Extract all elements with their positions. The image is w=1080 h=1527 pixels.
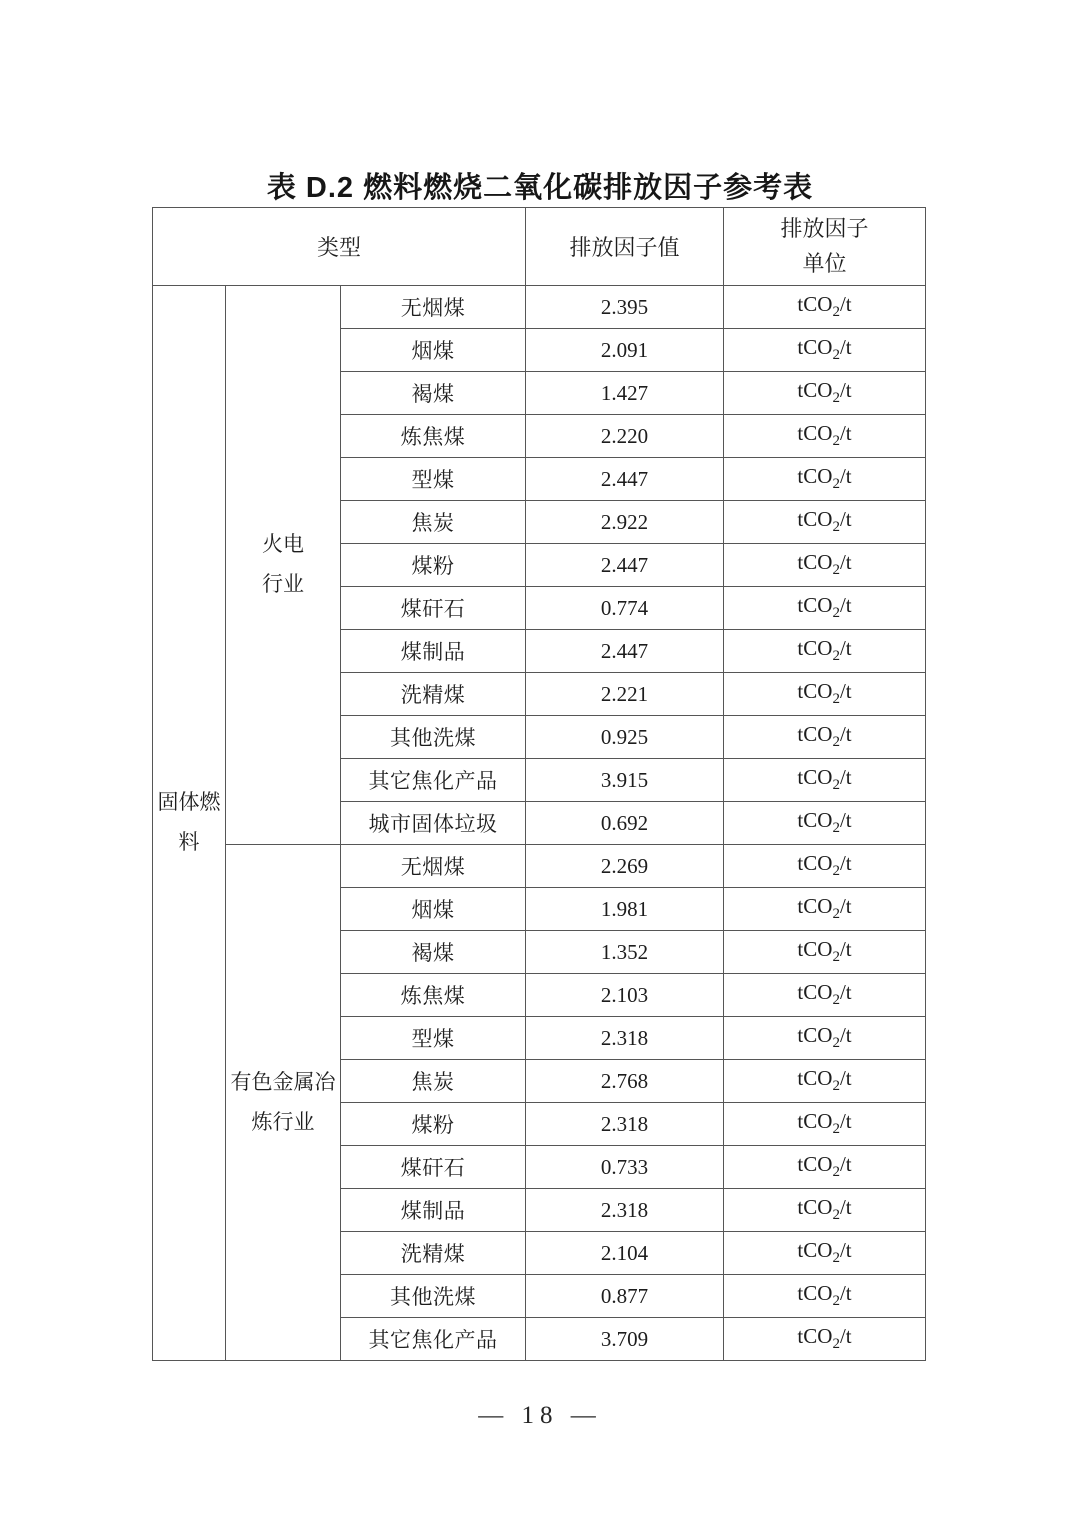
fuel-name-cell: 煤粉 — [341, 1103, 526, 1146]
fuel-name-cell: 煤制品 — [341, 1189, 526, 1232]
emission-factor-value-cell: 2.220 — [526, 415, 724, 458]
unit-text: /t — [839, 1324, 852, 1349]
header-type: 类型 — [153, 208, 526, 286]
unit-subscript: 2 — [832, 433, 840, 450]
unit-cell — [724, 458, 926, 501]
unit-text: /t — [839, 1238, 852, 1263]
unit-subscript: 2 — [832, 1250, 840, 1267]
unit-text: tCO — [797, 1152, 833, 1177]
fuel-name-cell: 其他洗煤 — [341, 716, 526, 759]
fuel-name-cell: 焦炭 — [341, 501, 526, 544]
emission-factor-value-cell: 2.922 — [526, 501, 724, 544]
emission-factor-value-cell: 1.427 — [526, 372, 724, 415]
unit-text: /t — [839, 1109, 852, 1134]
unit-text: tCO — [797, 1324, 833, 1349]
unit-text: tCO — [797, 335, 833, 360]
unit-text: /t — [839, 1152, 852, 1177]
fuel-name-cell: 洗精煤 — [341, 1232, 526, 1275]
unit-cell — [724, 630, 926, 673]
unit-cell — [724, 974, 926, 1017]
unit-subscript: 2 — [832, 648, 840, 665]
unit-text: /t — [839, 550, 852, 575]
table-title: 表 D.2 燃料燃烧二氧化碳排放因子参考表 — [266, 172, 814, 204]
unit-cell — [724, 501, 926, 544]
fuel-name-cell: 煤粉 — [341, 544, 526, 587]
unit-text: tCO — [797, 679, 833, 704]
unit-subscript: 2 — [832, 562, 840, 579]
unit-subscript: 2 — [832, 390, 840, 407]
emission-factor-value-cell: 2.221 — [526, 673, 724, 716]
unit-subscript: 2 — [832, 1207, 840, 1224]
page-number: — 18 — — [478, 1402, 602, 1429]
unit-subscript: 2 — [832, 476, 840, 493]
unit-cell — [724, 888, 926, 931]
fuel-name-cell: 洗精煤 — [341, 673, 526, 716]
fuel-name-cell: 其它焦化产品 — [341, 759, 526, 802]
category-cell-solid-fuel-line: 料 — [178, 831, 200, 854]
unit-cell — [724, 587, 926, 630]
unit-text: tCO — [797, 1238, 833, 1263]
unit-cell — [724, 802, 926, 845]
header-unit-line2: 单位 — [802, 250, 847, 276]
unit-text: /t — [839, 1023, 852, 1048]
unit-text: /t — [839, 722, 852, 747]
category-cell-solid-fuel — [153, 286, 226, 1361]
unit-cell — [724, 673, 926, 716]
unit-text: /t — [839, 851, 852, 876]
unit-subscript: 2 — [832, 734, 840, 751]
emission-factor-value-cell: 2.103 — [526, 974, 724, 1017]
unit-text: /t — [839, 335, 852, 360]
table-body — [153, 286, 926, 1361]
fuel-name-cell: 无烟煤 — [341, 845, 526, 888]
fuel-name-cell: 褐煤 — [341, 372, 526, 415]
unit-cell — [724, 372, 926, 415]
unit-cell — [724, 845, 926, 888]
fuel-name-cell: 褐煤 — [341, 931, 526, 974]
unit-text: /t — [839, 464, 852, 489]
emission-factor-value-cell: 2.447 — [526, 458, 724, 501]
emission-factor-value-cell: 3.915 — [526, 759, 724, 802]
unit-subscript: 2 — [832, 519, 840, 536]
unit-text: tCO — [797, 1281, 833, 1306]
unit-text: /t — [839, 1066, 852, 1091]
unit-text: tCO — [797, 808, 833, 833]
unit-cell — [724, 716, 926, 759]
unit-text: tCO — [797, 421, 833, 446]
emission-factor-value-cell: 1.352 — [526, 931, 724, 974]
fuel-name-cell: 无烟煤 — [341, 286, 526, 329]
category-cell-solid-fuel-line: 固体燃 — [157, 791, 221, 815]
unit-text: /t — [839, 421, 852, 446]
emission-factor-value-cell: 1.981 — [526, 888, 724, 931]
industry-cell-0-line: 火电 — [262, 533, 304, 557]
unit-text: tCO — [797, 593, 833, 618]
unit-subscript: 2 — [832, 1293, 840, 1310]
fuel-name-cell: 炼焦煤 — [341, 415, 526, 458]
fuel-name-cell: 城市固体垃圾 — [341, 802, 526, 845]
industry-cell-1-line: 炼行业 — [251, 1110, 315, 1134]
emission-factor-value-cell: 2.447 — [526, 544, 724, 587]
header-value: 排放因子值 — [526, 208, 724, 286]
fuel-name-cell: 煤矸石 — [341, 587, 526, 630]
unit-cell — [724, 1189, 926, 1232]
unit-subscript: 2 — [832, 863, 840, 880]
unit-cell — [724, 1017, 926, 1060]
unit-subscript: 2 — [832, 949, 840, 966]
unit-text: tCO — [797, 1109, 833, 1134]
emission-factor-value-cell: 2.768 — [526, 1060, 724, 1103]
unit-text: /t — [839, 808, 852, 833]
unit-text: /t — [839, 378, 852, 403]
unit-subscript: 2 — [832, 820, 840, 837]
emission-factor-value-cell: 2.104 — [526, 1232, 724, 1275]
unit-cell — [724, 286, 926, 329]
unit-cell — [724, 1318, 926, 1361]
unit-text: /t — [839, 507, 852, 532]
industry-cell-1 — [226, 845, 341, 1361]
emission-factor-value-cell: 2.318 — [526, 1017, 724, 1060]
unit-cell — [724, 1232, 926, 1275]
unit-subscript: 2 — [832, 1035, 840, 1052]
unit-text: /t — [839, 1195, 852, 1220]
table-row — [153, 845, 926, 888]
industry-cell-0 — [226, 286, 341, 845]
fuel-name-cell: 型煤 — [341, 458, 526, 501]
emission-factor-value-cell: 2.318 — [526, 1103, 724, 1146]
unit-cell — [724, 1275, 926, 1318]
fuel-name-cell: 炼焦煤 — [341, 974, 526, 1017]
unit-subscript: 2 — [832, 777, 840, 794]
emission-factor-value-cell: 0.733 — [526, 1146, 724, 1189]
unit-text: /t — [839, 765, 852, 790]
unit-text: /t — [839, 593, 852, 618]
fuel-name-cell: 烟煤 — [341, 329, 526, 372]
fuel-name-cell: 型煤 — [341, 1017, 526, 1060]
unit-text: /t — [839, 1281, 852, 1306]
industry-cell-1-line: 有色金属冶 — [230, 1070, 336, 1094]
unit-text: /t — [839, 980, 852, 1005]
unit-subscript: 2 — [832, 1164, 840, 1181]
emission-factor-value-cell: 2.318 — [526, 1189, 724, 1232]
unit-subscript: 2 — [832, 304, 840, 321]
fuel-name-cell: 烟煤 — [341, 888, 526, 931]
unit-text: tCO — [797, 1023, 833, 1048]
unit-text: tCO — [797, 765, 833, 790]
unit-text: tCO — [797, 894, 833, 919]
unit-cell — [724, 1060, 926, 1103]
unit-cell — [724, 544, 926, 587]
industry-cell-0-line: 行业 — [262, 573, 304, 596]
fuel-name-cell: 焦炭 — [341, 1060, 526, 1103]
unit-text: tCO — [797, 722, 833, 747]
unit-text: /t — [839, 894, 852, 919]
unit-cell — [724, 1103, 926, 1146]
fuel-name-cell: 其他洗煤 — [341, 1275, 526, 1318]
unit-text: tCO — [797, 937, 833, 962]
unit-cell — [724, 329, 926, 372]
unit-text: tCO — [797, 980, 833, 1005]
unit-text: tCO — [797, 1066, 833, 1091]
header-row — [153, 208, 926, 286]
header-unit — [724, 208, 926, 286]
unit-subscript: 2 — [832, 1336, 840, 1353]
unit-subscript: 2 — [832, 992, 840, 1009]
unit-subscript: 2 — [832, 691, 840, 708]
fuel-name-cell: 煤矸石 — [341, 1146, 526, 1189]
unit-text: tCO — [797, 378, 833, 403]
unit-text: tCO — [797, 851, 833, 876]
unit-subscript: 2 — [832, 605, 840, 622]
unit-subscript: 2 — [832, 1121, 840, 1138]
unit-text: tCO — [797, 550, 833, 575]
unit-cell — [724, 931, 926, 974]
unit-cell — [724, 415, 926, 458]
emission-factor-value-cell: 2.091 — [526, 329, 724, 372]
table-header — [153, 208, 926, 286]
emission-factor-value-cell: 0.774 — [526, 587, 724, 630]
emission-factor-value-cell: 0.692 — [526, 802, 724, 845]
emission-factor-value-cell: 2.269 — [526, 845, 724, 888]
unit-text: /t — [839, 636, 852, 661]
emission-factor-value-cell: 2.447 — [526, 630, 724, 673]
emission-factor-value-cell: 3.709 — [526, 1318, 724, 1361]
unit-text: /t — [839, 679, 852, 704]
unit-text: tCO — [797, 464, 833, 489]
emission-factor-table — [152, 207, 926, 1361]
unit-subscript: 2 — [832, 347, 840, 364]
unit-cell — [724, 759, 926, 802]
fuel-name-cell: 其它焦化产品 — [341, 1318, 526, 1361]
unit-text: tCO — [797, 292, 833, 317]
emission-factor-value-cell: 0.877 — [526, 1275, 724, 1318]
header-unit-line1: 排放因子 — [780, 216, 869, 242]
unit-text: /t — [839, 937, 852, 962]
unit-text: tCO — [797, 636, 833, 661]
unit-subscript: 2 — [832, 906, 840, 923]
table-row — [153, 286, 926, 329]
unit-text: /t — [839, 292, 852, 317]
emission-factor-value-cell: 0.925 — [526, 716, 724, 759]
unit-subscript: 2 — [832, 1078, 840, 1095]
emission-factor-value-cell: 2.395 — [526, 286, 724, 329]
unit-text: tCO — [797, 1195, 833, 1220]
fuel-name-cell: 煤制品 — [341, 630, 526, 673]
unit-cell — [724, 1146, 926, 1189]
unit-text: tCO — [797, 507, 833, 532]
